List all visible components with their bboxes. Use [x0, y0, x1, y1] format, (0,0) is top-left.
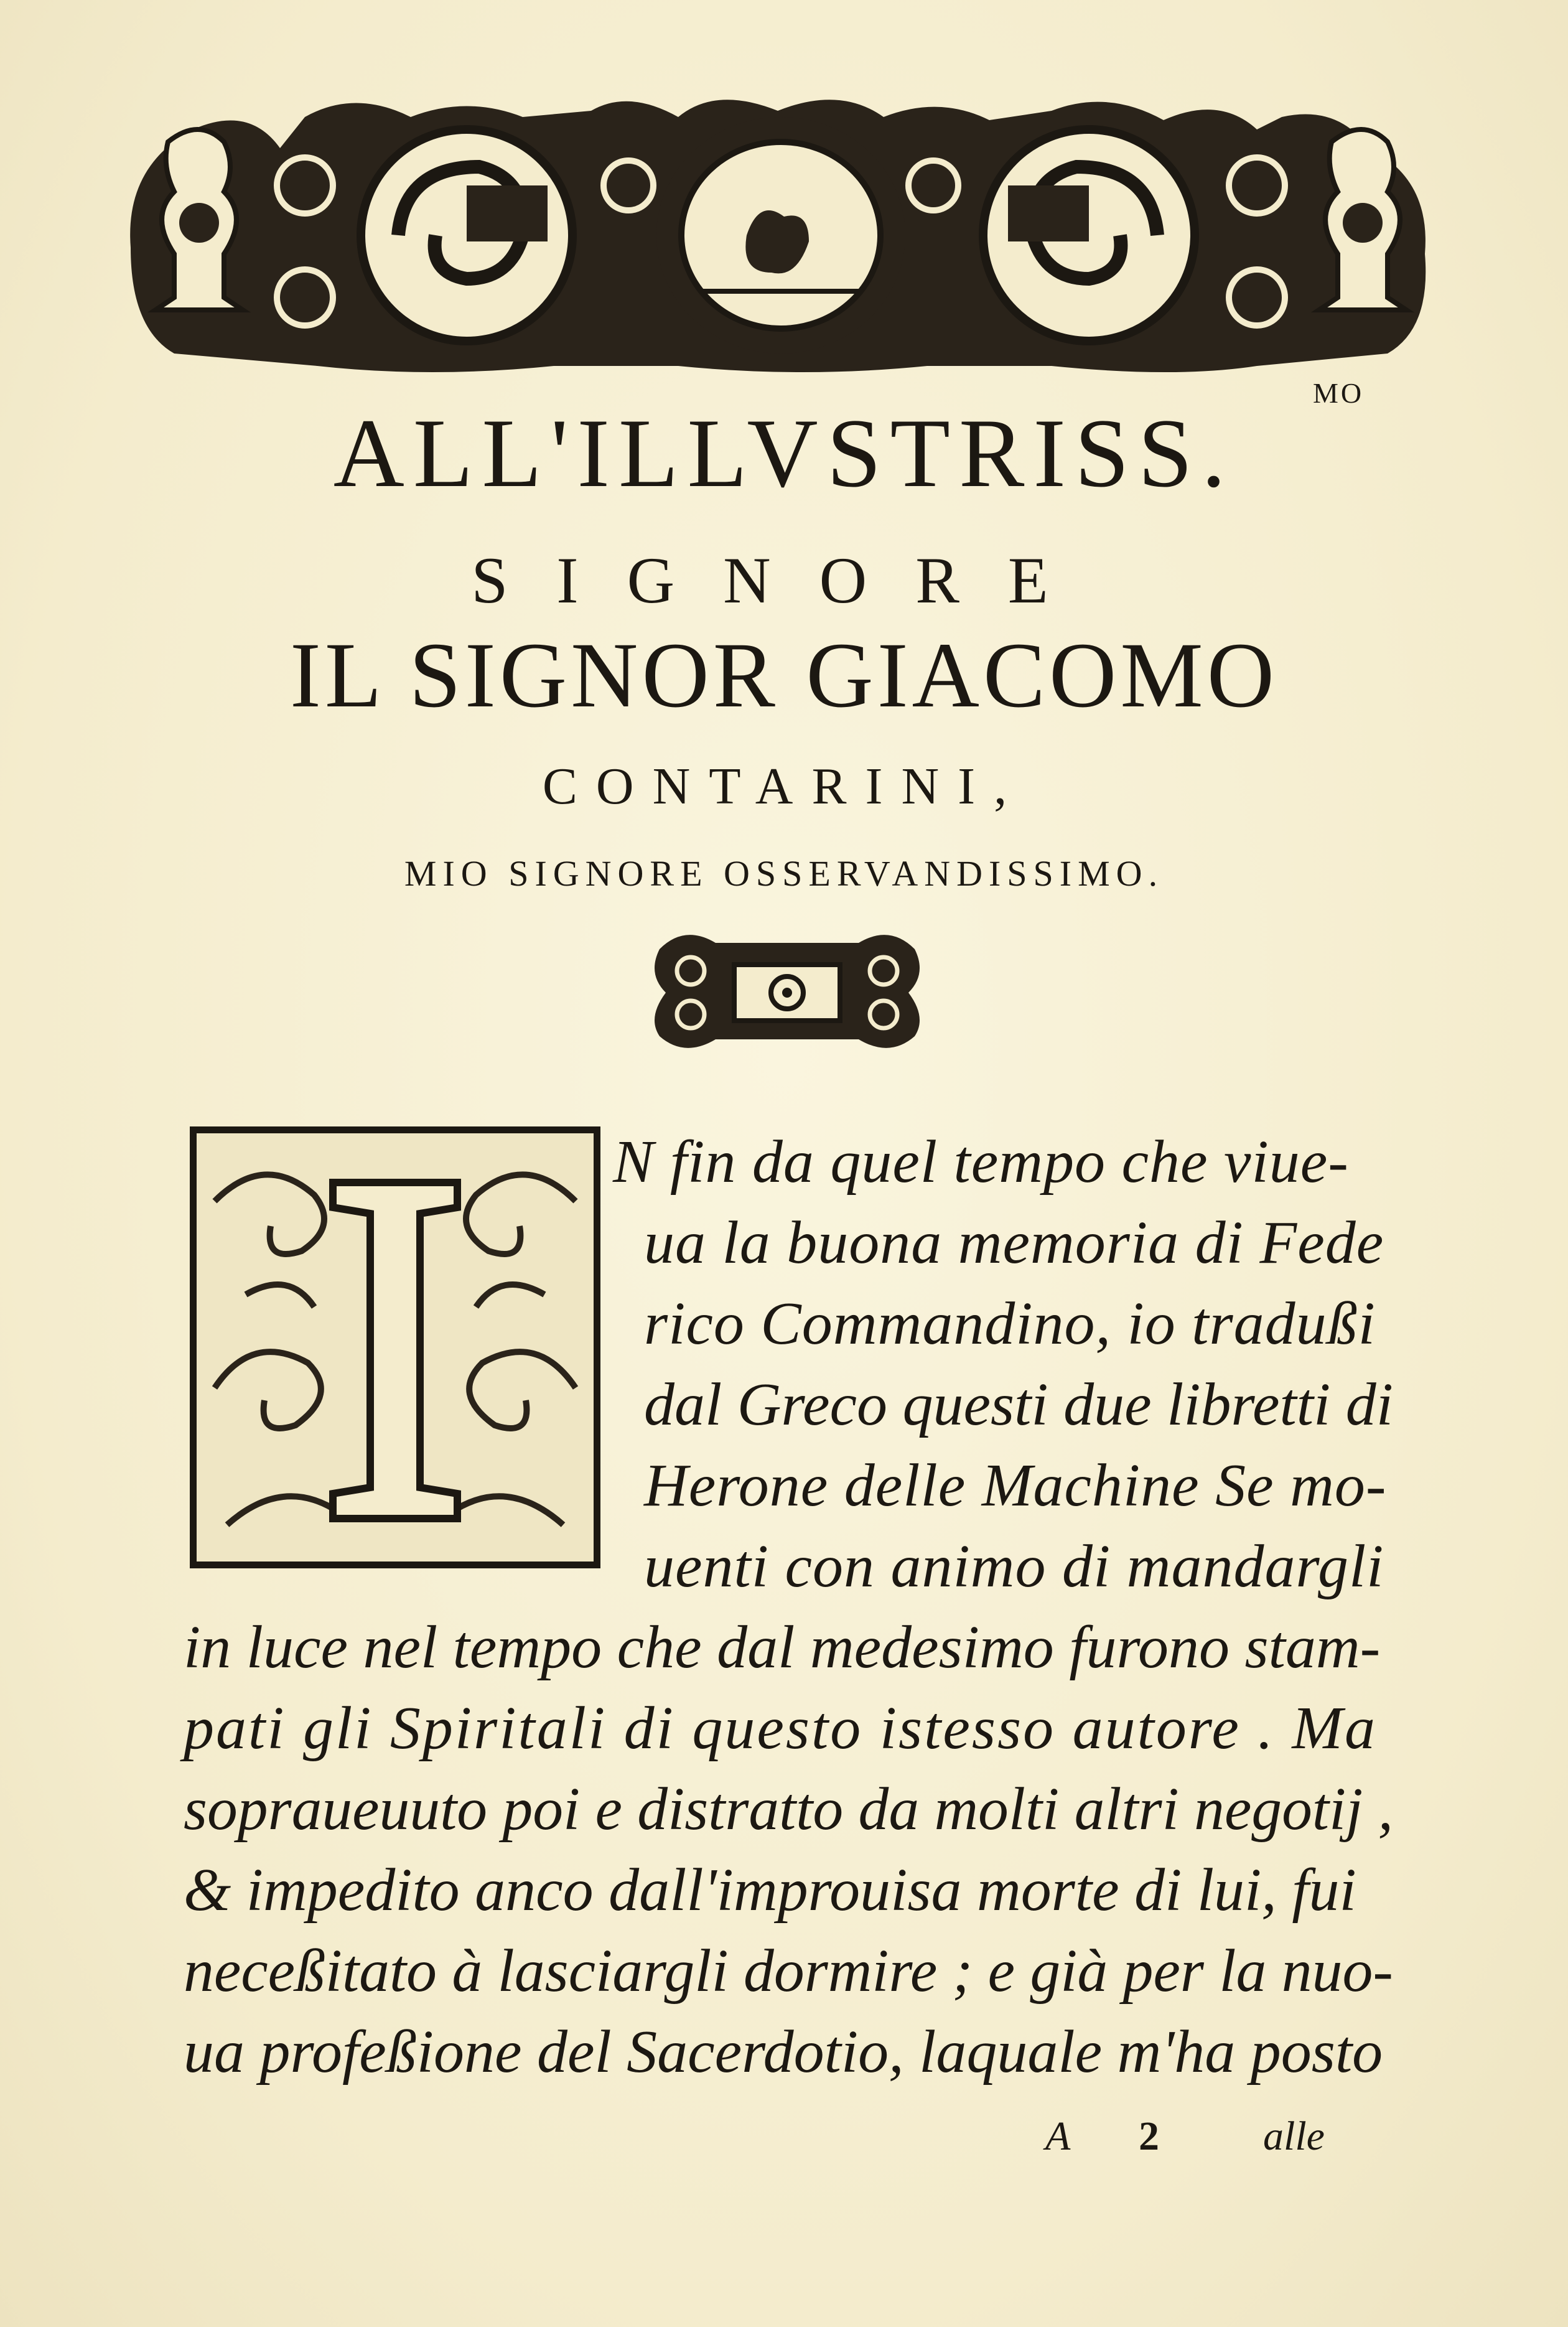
body-line-5: Herone delle Machine Se mo-	[644, 1452, 1387, 1519]
title-line-4: CONTARINI,	[542, 757, 1026, 815]
body-line-10: & impedito anco dall'improuisa morte di lui, fui	[184, 1856, 1356, 1924]
signature-number: 2	[1139, 2114, 1159, 2159]
title-line-2: SIGNORE	[471, 544, 1097, 617]
title-line-5: MIO SIGNORE OSSERVANDISSIMO.	[404, 853, 1164, 894]
body-line-1: N fin da quel tempo che viue-	[613, 1128, 1349, 1196]
body-line-3: rico Commandino, io tradußi	[644, 1290, 1376, 1357]
body-line-11: neceßitato à lasciargli dormire ; e già per la nuo-	[184, 1937, 1393, 2005]
body-line-6: uenti con animo di mandargli	[644, 1533, 1384, 1600]
woodcut-headpiece	[118, 92, 1444, 378]
initial-letter: I	[395, 1495, 398, 1502]
body-line-7: in luce nel tempo che dal medesimo furono stam-	[184, 1614, 1381, 1681]
catchword: alle	[1263, 2114, 1325, 2159]
body-line-8: pati gli Spiritali di questo istesso autore . Ma	[184, 1695, 1378, 1762]
body-line-2: ua la buona memoria di Fede	[644, 1209, 1384, 1276]
decorated-initial	[190, 1126, 600, 1568]
signature-mark: A	[1045, 2114, 1071, 2159]
fleuron-ornament	[647, 924, 927, 1058]
body-line-4: dal Greco questi due libretti di	[644, 1371, 1393, 1438]
body-line-12: ua profeßione del Sacerdotio, laquale m'ha posto	[184, 2018, 1383, 2086]
title-line-1: ALL'ILLVSTRISS.	[333, 399, 1235, 508]
title-superscript: MO	[1313, 377, 1365, 409]
title-line-3: IL SIGNOR GIACOMO	[289, 624, 1279, 727]
body-line-9: sopraueuuto poi e distratto da molti altri negotij ,	[184, 1776, 1394, 1843]
